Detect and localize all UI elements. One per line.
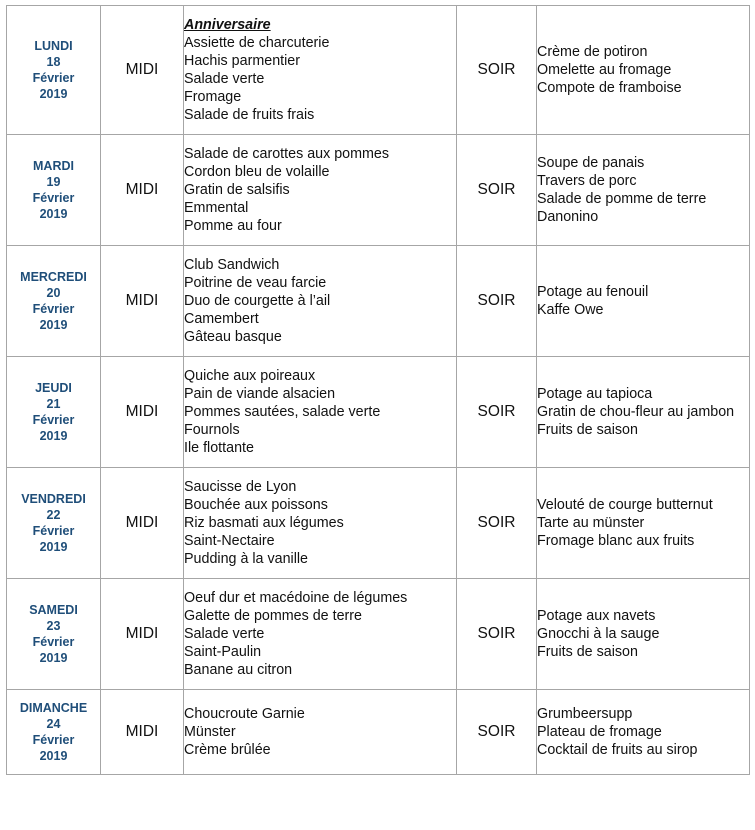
day-month: Février	[32, 413, 75, 427]
dinner-dish: Kaffe Owe	[537, 302, 604, 318]
lunch-menu	[184, 6, 457, 135]
day-cell	[7, 246, 101, 357]
day-month: Février	[32, 733, 75, 747]
lunch-dish: Salade de fruits frais	[184, 107, 315, 123]
midi-label: MIDI	[101, 690, 184, 775]
dinner-dish: Fromage blanc aux fruits	[537, 533, 695, 549]
dinner-dish: Gnocchi à la sauge	[537, 626, 660, 642]
lunch-dish: Salade de carottes aux pommes	[184, 146, 390, 162]
dinner-menu	[537, 246, 750, 357]
soir-label: SOIR	[457, 690, 537, 775]
lunch-dish: Galette de pommes de terre	[184, 608, 363, 624]
lunch-dish: Pain de viande alsacien	[184, 386, 336, 402]
dinner-dish: Compote de framboise	[537, 80, 682, 96]
day-month: Février	[32, 635, 75, 649]
day-day: DIMANCHE	[19, 701, 88, 715]
lunch-dish: Poitrine de veau farcie	[184, 275, 327, 291]
midi-label: MIDI	[101, 357, 184, 468]
lunch-dish: Bouchée aux poissons	[184, 497, 328, 513]
dinner-dish: Gratin de chou-fleur au jambon	[537, 404, 735, 420]
day-cell	[7, 468, 101, 579]
soir-label: SOIR	[457, 357, 537, 468]
lunch-menu	[184, 468, 457, 579]
lunch-dish: Banane au citron	[184, 662, 293, 678]
day-date: 22	[46, 508, 61, 522]
day-year: 2019	[39, 87, 68, 101]
dinner-dish: Fruits de saison	[537, 422, 638, 438]
day-day: VENDREDI	[21, 492, 86, 506]
dinner-dish: Salade de pomme de terre	[537, 191, 707, 207]
dinner-dish: Potage aux navets	[537, 608, 656, 624]
lunch-dish: Quiche aux poireaux	[184, 368, 316, 384]
lunch-dish: Saint-Nectaire	[184, 533, 275, 549]
menu-row	[7, 246, 750, 357]
day-date: 20	[46, 286, 61, 300]
lunch-dish: Gratin de salsifis	[184, 182, 290, 198]
soir-label: SOIR	[457, 579, 537, 690]
lunch-dish: Saucisse de Lyon	[184, 479, 297, 495]
menu-row	[7, 6, 750, 135]
day-date: 21	[46, 397, 61, 411]
dinner-dish: Tarte au münster	[537, 515, 645, 531]
lunch-dish: Assiette de charcuterie	[184, 35, 330, 51]
lunch-dish: Duo de courgette à l’ail	[184, 293, 331, 309]
dinner-dish: Crème de potiron	[537, 44, 648, 60]
lunch-dish: Münster	[184, 724, 236, 740]
dinner-menu	[537, 6, 750, 135]
lunch-dish: Pommes sautées, salade verte	[184, 404, 381, 420]
day-month: Février	[32, 71, 75, 85]
dinner-dish: Potage au fenouil	[537, 284, 649, 300]
lunch-dish: Crème brûlée	[184, 742, 271, 758]
dinner-dish: Soupe de panais	[537, 155, 645, 171]
day-cell	[7, 6, 101, 135]
day-year: 2019	[39, 651, 68, 665]
menu-row	[7, 579, 750, 690]
day-day: JEUDI	[35, 381, 72, 395]
dinner-dish: Omelette au fromage	[537, 62, 672, 78]
midi-label: MIDI	[101, 135, 184, 246]
day-cell	[7, 135, 101, 246]
dinner-dish: Fruits de saison	[537, 644, 638, 660]
day-year: 2019	[39, 540, 68, 554]
day-day: MERCREDI	[20, 270, 87, 284]
midi-label: MIDI	[101, 6, 184, 135]
dinner-dish: Plateau de fromage	[537, 724, 662, 740]
menu-row	[7, 468, 750, 579]
day-cell	[7, 357, 101, 468]
lunch-dish: Salade verte	[184, 626, 265, 642]
lunch-dish: Ile flottante	[184, 440, 254, 456]
lunch-menu	[184, 135, 457, 246]
lunch-menu	[184, 357, 457, 468]
day-month: Février	[32, 302, 75, 316]
lunch-dish: Pomme au four	[184, 218, 282, 234]
lunch-dish: Oeuf dur et macédoine de légumes	[184, 590, 408, 606]
menu-row	[7, 357, 750, 468]
day-day: SAMEDI	[29, 603, 78, 617]
dinner-menu	[537, 468, 750, 579]
day-month: Février	[32, 524, 75, 538]
lunch-dish: Saint-Paulin	[184, 644, 262, 660]
lunch-dish: Cordon bleu de volaille	[184, 164, 330, 180]
dinner-dish: Danonino	[537, 209, 599, 225]
dinner-menu	[537, 135, 750, 246]
day-year: 2019	[39, 429, 68, 443]
lunch-dish: Choucroute Garnie	[184, 706, 305, 722]
menu-row	[7, 135, 750, 246]
lunch-dish: Emmental	[184, 200, 249, 216]
menu-body	[7, 6, 750, 775]
midi-label: MIDI	[101, 246, 184, 357]
soir-label: SOIR	[457, 246, 537, 357]
lunch-menu	[184, 246, 457, 357]
dinner-menu	[537, 579, 750, 690]
dinner-dish: Grumbeersupp	[537, 706, 633, 722]
occasion-title: Anniversaire	[184, 17, 271, 33]
lunch-dish: Gâteau basque	[184, 329, 282, 345]
dinner-dish: Travers de porc	[537, 173, 637, 189]
menu-row	[7, 690, 750, 775]
weekly-menu-table	[6, 5, 750, 775]
soir-label: SOIR	[457, 135, 537, 246]
day-day: MARDI	[33, 159, 74, 173]
lunch-dish: Fournols	[184, 422, 240, 438]
day-year: 2019	[39, 318, 68, 332]
day-year: 2019	[39, 749, 68, 763]
lunch-menu	[184, 690, 457, 775]
lunch-dish: Club Sandwich	[184, 257, 280, 273]
day-cell	[7, 690, 101, 775]
day-month: Février	[32, 191, 75, 205]
soir-label: SOIR	[457, 6, 537, 135]
day-date: 19	[46, 175, 61, 189]
day-year: 2019	[39, 207, 68, 221]
day-date: 24	[46, 717, 61, 731]
day-cell	[7, 579, 101, 690]
dinner-menu	[537, 357, 750, 468]
lunch-dish: Fromage	[184, 89, 242, 105]
lunch-dish: Riz basmati aux légumes	[184, 515, 344, 531]
dinner-dish: Velouté de courge butternut	[537, 497, 713, 513]
day-date: 18	[46, 55, 61, 69]
soir-label: SOIR	[457, 468, 537, 579]
dinner-dish: Potage au tapioca	[537, 386, 653, 402]
midi-label: MIDI	[101, 468, 184, 579]
lunch-menu	[184, 579, 457, 690]
day-date: 23	[46, 619, 61, 633]
midi-label: MIDI	[101, 579, 184, 690]
lunch-dish: Pudding à la vanille	[184, 551, 308, 567]
dinner-dish: Cocktail de fruits au sirop	[537, 742, 698, 758]
lunch-dish: Salade verte	[184, 71, 265, 87]
dinner-menu	[537, 690, 750, 775]
day-day: LUNDI	[34, 39, 73, 53]
lunch-dish: Hachis parmentier	[184, 53, 301, 69]
lunch-dish: Camembert	[184, 311, 259, 327]
